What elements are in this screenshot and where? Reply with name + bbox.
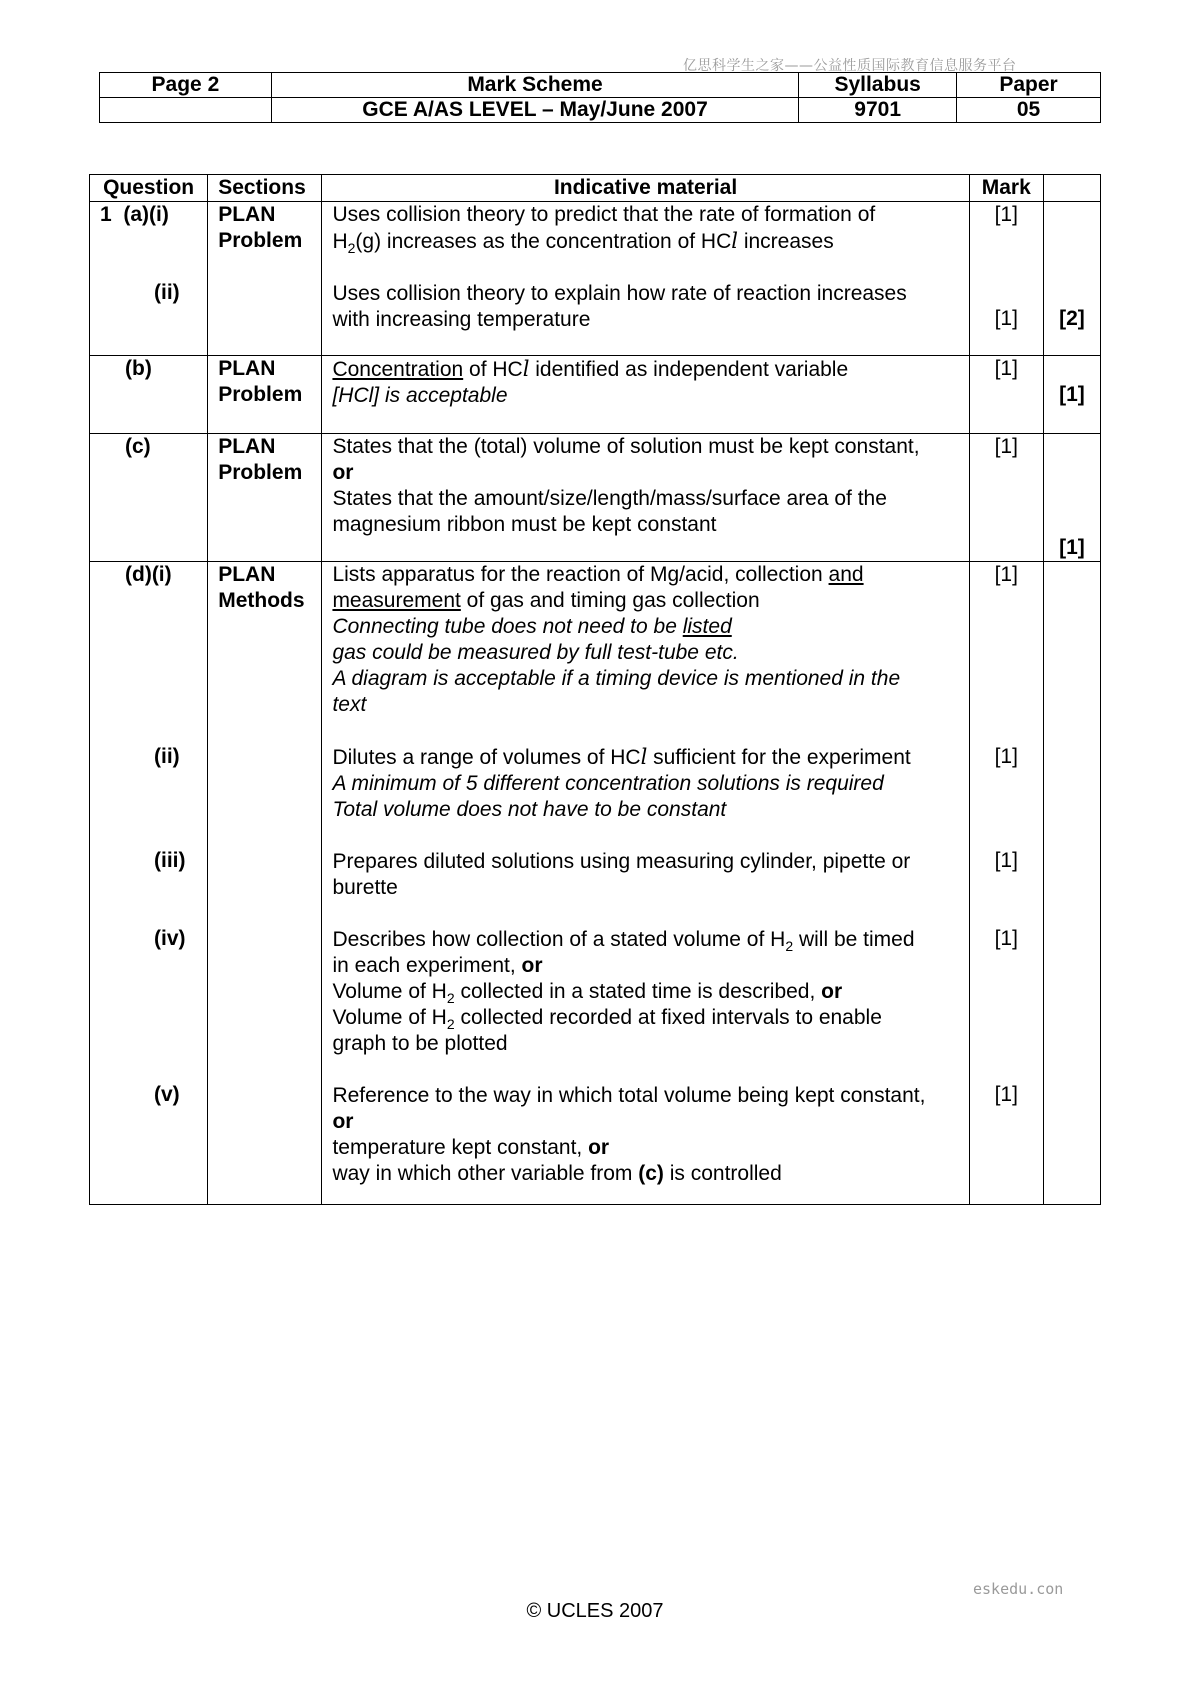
mark-scheme-table bbox=[89, 174, 1101, 1205]
total-1c: [1] bbox=[1059, 536, 1085, 559]
text-1d-i-line6: text bbox=[332, 693, 367, 716]
mark-1d-i: [1] bbox=[994, 563, 1018, 586]
col-sections: Sections bbox=[208, 175, 322, 202]
table-header-row bbox=[90, 175, 1101, 202]
table-row-1c bbox=[90, 434, 1101, 562]
col-question: Question bbox=[90, 175, 208, 202]
question-label-1d-v: (v) bbox=[154, 1083, 180, 1106]
text-1d-i-line3: Connecting tube does not need to be listed bbox=[332, 615, 732, 638]
text-1d-i-line1: Lists apparatus for the reaction of Mg/acid, collection and bbox=[332, 563, 864, 586]
section-1a: PLAN Problem bbox=[208, 202, 322, 356]
text-1d-iii-line2: burette bbox=[332, 876, 398, 899]
mark-1a-i: [1] bbox=[994, 203, 1018, 226]
question-label-1d-i: (d)(i) bbox=[125, 563, 172, 586]
question-label-1d-ii: (ii) bbox=[154, 745, 180, 768]
text-1c-line3: magnesium ribbon must be kept constant bbox=[332, 513, 717, 536]
mark-1b: [1] bbox=[994, 357, 1018, 380]
section-1b: PLAN Problem bbox=[208, 356, 322, 434]
text-1d-iv-line5: graph to be plotted bbox=[332, 1032, 508, 1055]
question-label-1a-i: 1 (a)(i) bbox=[100, 203, 169, 226]
exam-session: GCE A/AS LEVEL – May/June 2007 bbox=[271, 98, 798, 123]
text-1a-i-line2: $H_2(g)$ increases as the concentration of HCl increases bbox=[332, 229, 834, 257]
table-row-1a bbox=[90, 202, 1101, 356]
syllabus-label: Syllabus bbox=[799, 73, 957, 98]
watermark-top: 亿思科学生之家——公益性质国际教育信息服务平台 bbox=[683, 58, 1017, 74]
question-label-1c: (c) bbox=[125, 435, 151, 458]
question-label-1d-iii: (iii) bbox=[154, 849, 186, 872]
mark-1d-iv: [1] bbox=[994, 927, 1018, 950]
mark-1a-ii: [1] bbox=[994, 307, 1018, 330]
text-1c-or: or bbox=[332, 461, 354, 484]
document-title: Mark Scheme bbox=[271, 73, 798, 98]
table-row-1b bbox=[90, 356, 1101, 434]
total-1d bbox=[1043, 562, 1100, 1205]
text-1d-ii-line2: A minimum of 5 different concentration solutions is required bbox=[332, 772, 884, 795]
page-number: Page 2 bbox=[100, 73, 272, 98]
total-1b: [1] bbox=[1059, 383, 1085, 406]
header-blank bbox=[100, 98, 272, 123]
text-1a-i-line1: Uses collision theory to predict that the rate of formation of bbox=[332, 203, 876, 226]
total-1a: [2] bbox=[1059, 307, 1085, 330]
table-row-1d bbox=[90, 562, 1101, 1205]
col-total bbox=[1043, 175, 1100, 202]
paper-label: Paper bbox=[957, 73, 1101, 98]
mark-1d-ii: [1] bbox=[994, 745, 1018, 768]
text-1d-i-line4: gas could be measured by full test-tube etc. bbox=[332, 641, 739, 664]
section-1c: PLAN Problem bbox=[208, 434, 322, 562]
text-1d-iii-line1: Prepares diluted solutions using measuring cylinder, pipette or bbox=[332, 850, 911, 873]
copyright-footer: © UCLES 2007 bbox=[526, 1600, 664, 1622]
text-1a-ii-line1: Uses collision theory to explain how rate of reaction increases bbox=[332, 282, 907, 305]
col-indicative-material: Indicative material bbox=[322, 175, 969, 202]
syllabus-code: 9701 bbox=[799, 98, 957, 123]
text-1d-v-line1: Reference to the way in which total volume being kept constant, bbox=[332, 1084, 926, 1107]
text-1a-ii-line2: with increasing temperature bbox=[332, 308, 591, 331]
col-mark: Mark bbox=[969, 175, 1043, 202]
text-1d-ii-line3: Total volume does not have to be constant bbox=[332, 798, 727, 821]
paper-number: 05 bbox=[957, 98, 1101, 123]
text-1d-v-line2: temperature kept constant, or bbox=[332, 1136, 610, 1159]
header-table bbox=[99, 72, 1101, 123]
watermark-bottom: eskedu.con bbox=[973, 1580, 1064, 1598]
text-1d-iv-line1: Describes how collection of a stated volume of $H_2$ will be timed bbox=[332, 928, 915, 955]
text-1c-line1: States that the (total) volume of solution must be kept constant, bbox=[332, 435, 920, 458]
mark-1d-v: [1] bbox=[994, 1083, 1018, 1106]
question-label-1b: (b) bbox=[125, 357, 152, 380]
text-1d-i-line5: A diagram is acceptable if a timing device is mentioned in the bbox=[332, 667, 901, 690]
text-1d-iv-line2: in each experiment, or bbox=[332, 954, 543, 977]
mark-1c: [1] bbox=[994, 435, 1018, 458]
text-1d-v-or: or bbox=[332, 1110, 354, 1133]
mark-1d-iii: [1] bbox=[994, 849, 1018, 872]
section-1d: PLAN Methods bbox=[208, 562, 322, 1205]
text-1b-line2: [HCl] is acceptable bbox=[332, 384, 508, 407]
text-1d-ii-line1: Dilutes a range of volumes of HCl sufficient for the experiment bbox=[332, 745, 911, 769]
text-1b-line1: Concentration of HCl identified as independent variable bbox=[332, 357, 849, 381]
question-label-1d-iv: (iv) bbox=[154, 927, 186, 950]
question-label-1a-ii: (ii) bbox=[154, 281, 180, 304]
text-1d-i-line2: measurement of gas and timing gas collection bbox=[332, 589, 760, 612]
text-1c-line2: States that the amount/size/length/mass/surface area of the bbox=[332, 487, 887, 510]
text-1d-v-line3: way in which other variable from (c) is controlled bbox=[332, 1162, 782, 1185]
text-1d-iv-line3: Volume of $H_2$ collected in a stated time is described, or bbox=[332, 980, 843, 1007]
text-1d-iv-line4: Volume of $H_2$ collected recorded at fixed intervals to enable bbox=[332, 1006, 882, 1033]
